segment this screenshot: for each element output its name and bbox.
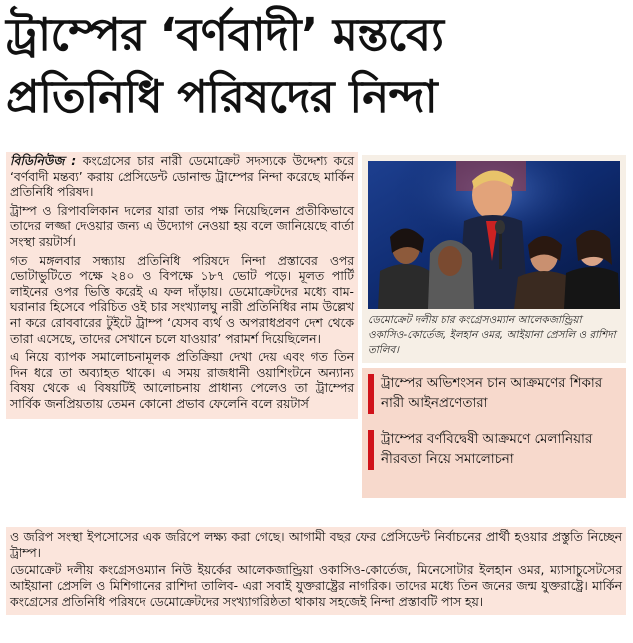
article-paragraph-4: এ নিয়ে ব্যাপক সমালোচনামূলক প্রতিক্রিয়া দেখা দেয় এবং গত তিন দিন ধরে তা অব্যাহত থাকে। এ সময় রাজধানী ওয়াশিংটনে অন্যান্য বিষয় থেকে এ বিষয়টিই আলোচনায় প্রাধান্য পেলেও তা ট্রাম্পের সার্বিক জনপ্রিয়তায় তেমন কোনো প্রভাব ফেলেনি বলে রয়টার্স: [10, 350, 354, 411]
dateline: বিডিনিউজ :: [10, 154, 77, 168]
photo-caption: ডেমোক্রেট দলীয় চার কংগ্রেসওম্যান আলেকজান্ড্রিয়া ওকাসিও-কোর্তেজ, ইলহান ওমর, আইয়ানা প্রেসলি ও রাশিদা তালিব।: [368, 314, 616, 356]
photo-box: [362, 155, 626, 363]
related-link-1[interactable]: ট্রাম্পের অভিশংসন চান আক্রমণের শিকার নারী আইনপ্রণেতারা: [368, 374, 622, 414]
article-paragraph-2: ট্রাম্প ও রিপাবলিকান দলের যারা তার পক্ষ নিয়েছিলেন প্রতীকিভাবে তাদের লজ্জা দেওয়ার জন্য এ উদ্যোগ নেওয়া হয় বলে জানিয়েছে বার্তা সংস্থা রয়টার্স।: [10, 203, 354, 249]
headline-line-2: প্রতিনিধি পরিষদের নিন্দা: [6, 70, 438, 123]
news-photo: [368, 161, 620, 309]
article-paragraph-1-text: কংগ্রেসের চার নারী ডেমোক্রেট সদস্যকে উদ্দেশ্য করে ‘বর্ণবাদী মন্তব্য’ করায় প্রেসিডেন্ট ডোনাল্ড ট্রাম্পের নিন্দা করেছে মার্কিন প্রতিনিধি পরিষদ।: [10, 154, 354, 200]
article-paragraph-1: [10, 154, 354, 201]
related-news-box: [362, 368, 626, 498]
article-paragraph-3: গত মঙ্গলবার সন্ধ্যায় প্রতিনিধি পরিষদে নিন্দা প্রস্তাবের ওপর ভোটাভুটিতে পক্ষে ২৪০ ও বিপক্ষে ১৮৭ ভোট পড়ে। মূলত পার্টি লাইনের ওপর ভিত্তি করেই এ ফল দাঁড়ায়। ডেমোক্রেটদের মধ্যে বাম-ঘরানার হিসেবে পরিচিত ওই চার সংখ্যালঘু নারী প্রতিনিধির নাম উল্লেখ না করে রোববারের টুইটে ট্রাম্প ‘যেসব ব্যর্থ ও অপরাধপ্রবণ দেশ থেকে তারা এসেছে, তাদের সেখানে চলে যাওয়ার’ পরামর্শ দিয়েছিলেন।: [10, 253, 354, 346]
article-body-bottom: [6, 527, 626, 615]
headline-line-1: ট্রাম্পের ‘বর্ণবাদী’ মন্তব্যে: [6, 8, 444, 61]
article-paragraph-4-continued: ও জরিপ সংস্থা ইপসোসের এক জরিপে লক্ষ্য করা গেছে। আগামী বছর ফের প্রেসিডেন্ট নির্বাচনের প্রার্থী হওয়ার প্রস্তুতি নিচ্ছেন ট্রাম্প।: [10, 530, 622, 560]
related-link-2[interactable]: ট্রাম্পের বর্ণবিদ্বেষী আক্রমণে মেলানিয়ার নীরবতা নিয়ে সমালোচনা: [368, 430, 622, 470]
article-body-top: [6, 152, 358, 419]
article-paragraph-5: ডেমোক্রেট দলীয় কংগ্রেসওম্যান নিউ ইয়র্কের আলেকজান্ড্রিয়া ওকাসিও-কোর্তেজ, মিনেসোটার ইলহান ওমর, ম্যাসাচুসেটসের আইয়ানা প্রেসলি ও মিশিগানের রাশিদা তালিব- এরা সবাই যুক্তরাষ্ট্রের নাগরিক। তাদের মধ্যে তিন জনের জন্ম যুক্তরাষ্ট্রে। মার্কিন কংগ্রেসের প্রতিনিধি পরিষদে ডেমোক্রেটদের সংখ্যাগরিষ্ঠতা থাকায় সহজেই নিন্দা প্রস্তাবটি পাস হয়।: [10, 563, 622, 609]
news-photo-illustration: [368, 161, 620, 309]
headline: [6, 4, 626, 128]
